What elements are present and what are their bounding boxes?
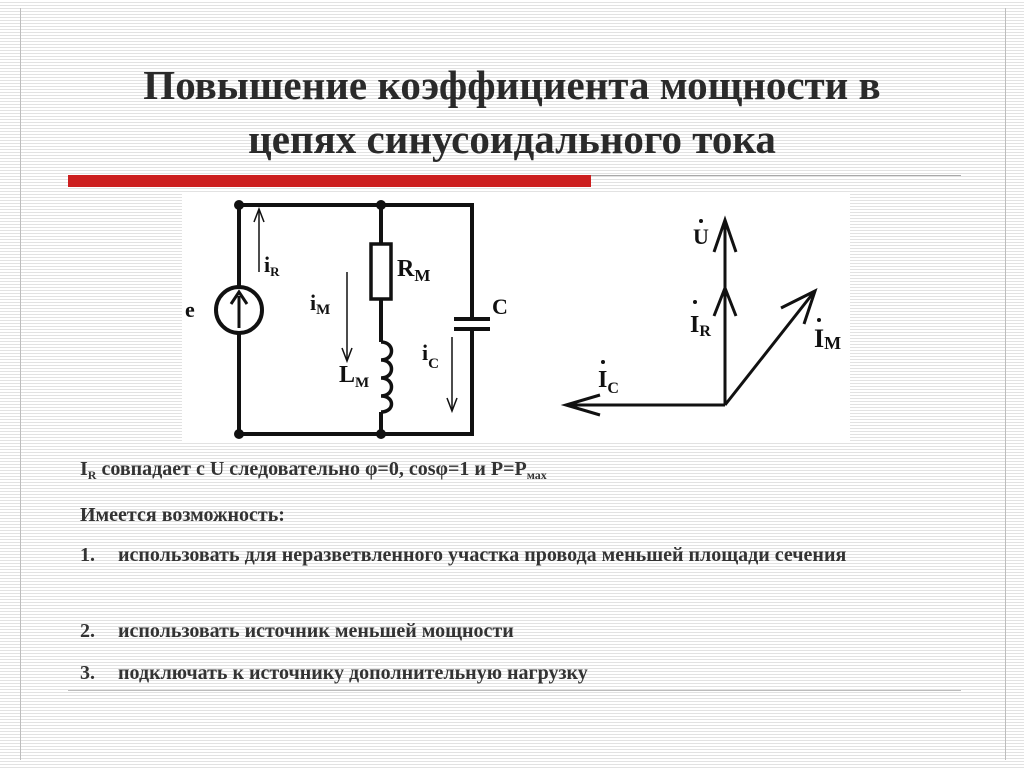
capacitor-gap (468, 321, 476, 327)
list-item-number: 1. (80, 544, 95, 566)
label-r-m (397, 256, 430, 285)
title-underline-grey (591, 175, 961, 176)
statement-pmax-sub: мах (526, 468, 547, 482)
phasor-ir-main: I (690, 312, 700, 338)
phasor-ir-sub: R (699, 323, 711, 340)
label-l-m-sub: M (355, 375, 370, 391)
list-item-number: 2. (80, 620, 95, 642)
phasor-labels (598, 219, 841, 397)
label-i-m (310, 290, 330, 318)
phasor-ic-main: I (598, 367, 608, 393)
label-i-c (422, 340, 439, 372)
list-item-text: подключать к источнику дополнительную нагрузку (118, 662, 588, 684)
label-c: C (492, 294, 508, 319)
list-item-text: использовать источник меньшей мощности (118, 620, 514, 642)
title-line-2: цепях синусоидального тока (248, 116, 776, 162)
phasor-u-label: U (693, 224, 709, 249)
phasor-im-label (814, 324, 841, 353)
statement-i-sub: R (87, 468, 97, 482)
phasor-ir-label (690, 312, 711, 340)
label-i-c-sub: C (428, 356, 439, 372)
label-i-m-main: i (310, 290, 317, 315)
phasor-ic-label (598, 367, 619, 397)
statement-text: совпадает с U следовательно φ=0, cosφ=1 и P=P (96, 458, 527, 480)
source-label: e (185, 297, 195, 322)
label-i-r-sub: R (270, 264, 280, 279)
label-l-m-main: L (339, 362, 356, 388)
footer-divider (68, 690, 961, 691)
phasor-u-dot (699, 219, 703, 223)
phasor-ir-dot (693, 300, 697, 304)
page-title (0, 58, 1024, 166)
phasor-im-line (725, 292, 814, 405)
phasor-ic-dot (601, 360, 605, 364)
circuit-outer-wire (239, 205, 472, 434)
diagram-area (182, 192, 850, 442)
possibility-heading: Имеется возможность: (80, 504, 285, 526)
resistor-symbol (371, 244, 391, 299)
label-r-m-main: R (397, 256, 415, 282)
label-i-r (264, 252, 280, 279)
list-item-text: использовать для неразветвленного участка провода меньшей площади сечения (118, 544, 847, 566)
title-line-1: Повышение коэффициента мощности в (143, 62, 881, 108)
diagram-svg (182, 192, 850, 442)
current-source-icon (216, 287, 262, 333)
list-item-number: 3. (80, 662, 95, 684)
phasor-ic-sub: C (607, 380, 619, 397)
phasor-im-sub: M (824, 333, 842, 353)
inductor-symbol (381, 342, 392, 412)
label-l-m (339, 362, 369, 391)
phasor-im-main: I (814, 324, 825, 353)
label-i-c-main: i (422, 340, 429, 365)
label-i-m-sub: M (316, 302, 331, 318)
label-r-m-sub: M (414, 266, 431, 285)
phasor-im-dot (817, 318, 821, 322)
statement-line (80, 458, 547, 483)
title-underline-red (68, 175, 591, 187)
statement-i: I (80, 458, 88, 480)
label-i-r-main: i (264, 252, 271, 277)
